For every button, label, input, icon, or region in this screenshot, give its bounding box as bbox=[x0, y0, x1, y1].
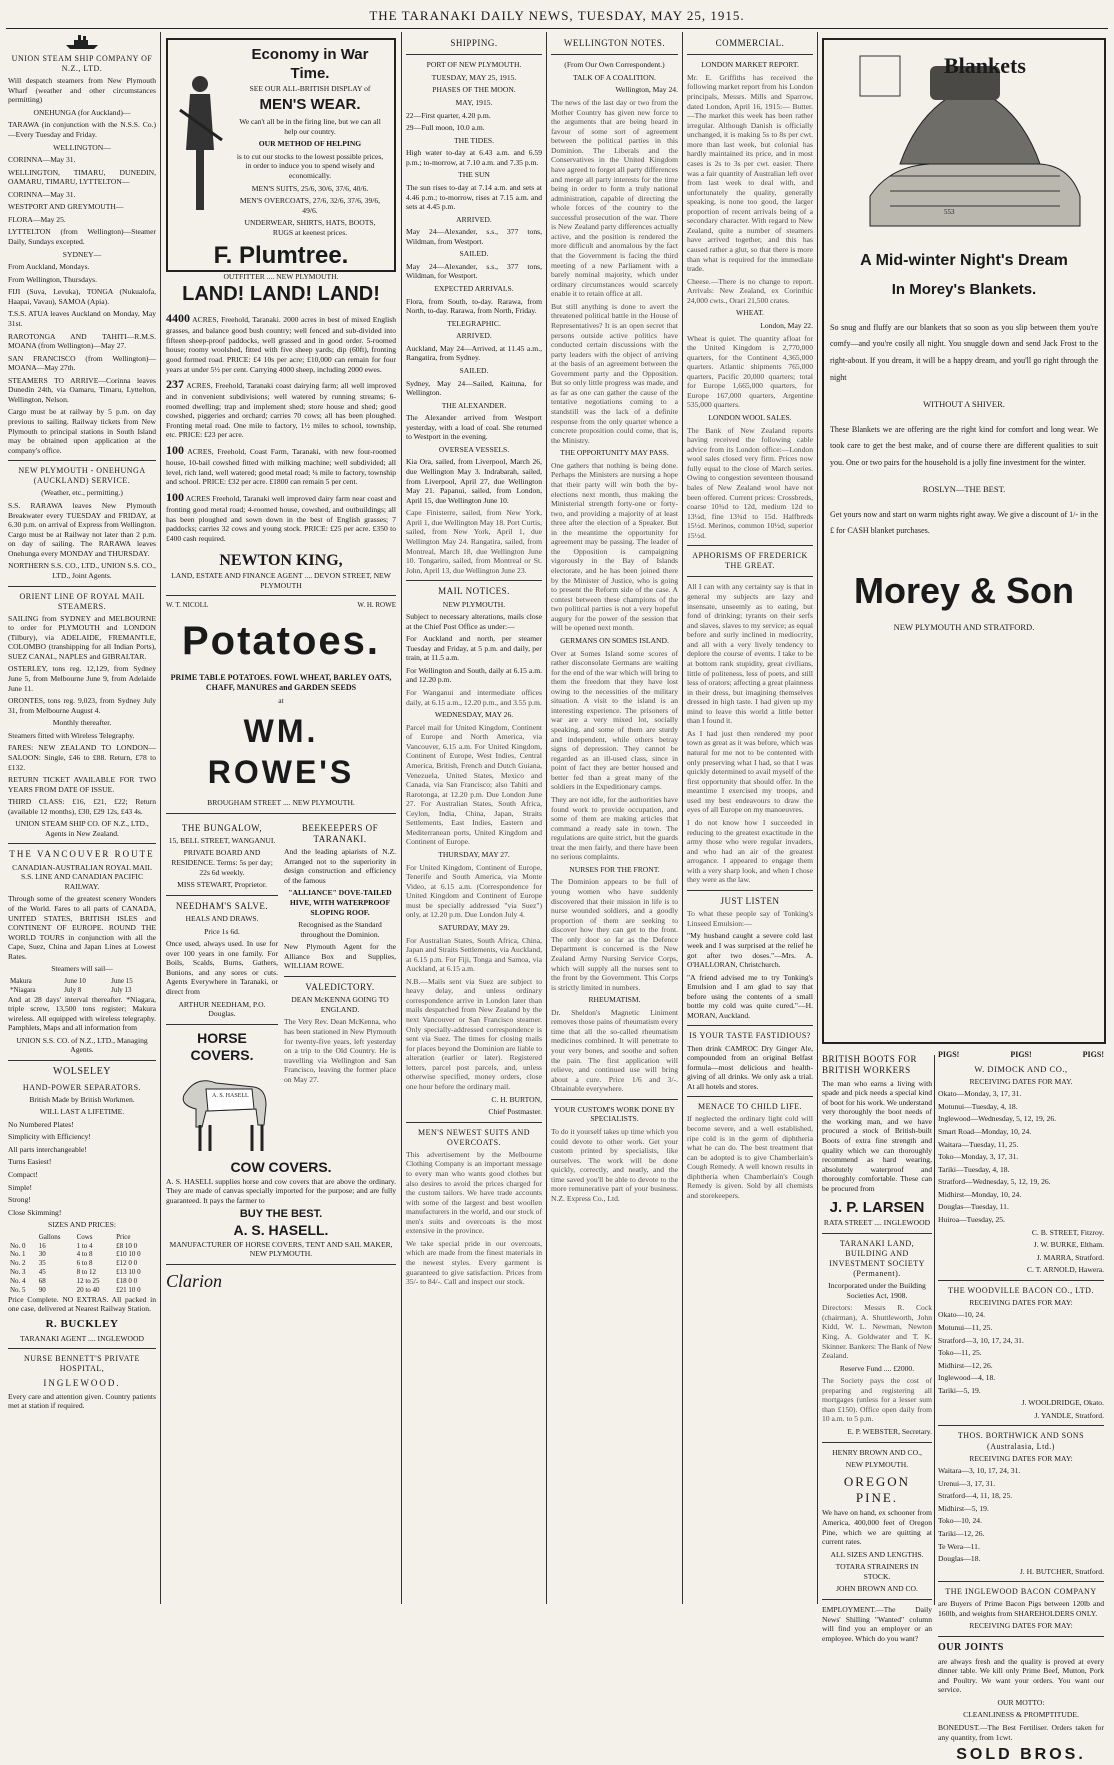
wellington-line: WESTPORT AND GREYMOUTH— bbox=[8, 202, 124, 212]
orient-title: ORIENT LINE OF ROYAL MAIL STEAMERS. bbox=[19, 591, 145, 611]
column-rule bbox=[401, 32, 402, 1604]
orient-line: Steamers fitted with Wireless Telegraphy. bbox=[8, 730, 135, 740]
orient-line: RETURN TICKET AVAILABLE FOR TWO YEARS FROM DATE OF ISSUE. bbox=[8, 775, 156, 794]
woodville-row: Okato—10, 24. bbox=[938, 1310, 986, 1320]
sun-body: The sun rises to-day at 7.14 a.m. and sets at 4.46 p.m.; to-morrow, rises at 7.15 a.m. and sets at 4.45 p.m. bbox=[406, 182, 542, 212]
midwinter-title: A Mid-winter Night's Dream bbox=[860, 251, 1068, 269]
orient-line: FARES: NEW ZEALAND TO LONDON—SALOON: Single, £46 to £88. Return, £78 to £132. bbox=[8, 743, 156, 772]
nurses-heading: NURSES FOR THE FRONT. bbox=[569, 864, 660, 874]
rowe-name: W. H. ROWE bbox=[357, 601, 396, 610]
just-listen-heading: JUST LISTEN bbox=[720, 895, 780, 906]
steamship-icon bbox=[64, 34, 100, 50]
burton-name: C. H. BURTON, bbox=[491, 1094, 542, 1104]
table-header: Gallons Cows Price bbox=[38, 1232, 131, 1241]
bonedust: BONEDUST.—The Best Fertiliser. Orders taken for any quantity, from 1cwt. bbox=[938, 1723, 1104, 1742]
dimock-row: Tariki—Tuesday, 4, 18. bbox=[938, 1164, 1010, 1174]
vancouver-table bbox=[8, 977, 156, 995]
rowes-sub: BROUGHAM STREET .... NEW PLYMOUTH. bbox=[207, 798, 355, 808]
wolseley-made: British Made by British Workmen. bbox=[29, 1094, 135, 1104]
nicoll-name: W. T. NICOLL bbox=[166, 601, 209, 610]
without-shiver: WITHOUT A SHIVER. bbox=[923, 398, 1005, 409]
vancouver-title: THE VANCOUVER ROUTE bbox=[9, 849, 155, 860]
totara: TOTARA STRAINERS IN STOCK. bbox=[835, 1562, 919, 1581]
joints-heading: OUR JOINTS bbox=[938, 1642, 1004, 1654]
woodville-agent: J. WOOLDRIDGE, Okato. bbox=[1021, 1398, 1104, 1408]
bungalow-body: PRIVATE BOARD AND RESIDENCE. Terms: 5s per day; 22s 6d weekly. bbox=[171, 848, 273, 877]
rowes-title: WM. ROWE'S bbox=[207, 713, 355, 790]
masthead-rule bbox=[6, 28, 1108, 29]
orient-line: THIRD CLASS: £16, £21, £22; Return (available 12 months), £30, £29 12s, £43 4s. bbox=[8, 797, 156, 816]
dimock-agent: C. B. STREET, Fitzroy. bbox=[1031, 1227, 1104, 1237]
sydney-line: FIJI (Suva, Levuka), TONGA (Nukualofa, Haapai, Vavau), SAMOA (Apia). bbox=[8, 287, 156, 306]
dimock-row: Toko—Monday, 3, 17, 31. bbox=[938, 1152, 1019, 1162]
tlb-title: TARANAKI LAND, BUILDING AND INVESTMENT SOCIETY (Permanent). bbox=[829, 1238, 925, 1279]
borthwick-row: Midhirst—5, 19. bbox=[938, 1503, 989, 1513]
morey-son-sub: NEW PLYMOUTH AND STRATFORD. bbox=[893, 621, 1035, 632]
mens-wear-title: MEN'S WEAR. bbox=[259, 96, 361, 114]
date-line: TUESDAY, MAY 25, 1915. bbox=[431, 72, 517, 82]
john-brown: JOHN BROWN AND CO. bbox=[836, 1584, 918, 1594]
wellington-heading: WELLINGTON— bbox=[53, 142, 111, 152]
wednesday-heading: WEDNESDAY, MAY 26. bbox=[434, 710, 514, 720]
wolseley-line: WILL LAST A LIFETIME. bbox=[39, 1107, 125, 1117]
borthwick-row: Te Wera—11. bbox=[938, 1541, 980, 1551]
sydney-line: RAROTONGA AND TAHITI—R.M.S. MOANA (from Wellington)—May 27. bbox=[8, 331, 156, 351]
economy-method-body: is to cut our stocks to the lowest possible prices, in order to induce you to spend wisely and economically. bbox=[236, 151, 384, 181]
land-item: 4400 ACRES, Freehold, Taranaki. 2000 acres in best of mixed English grasses, and balance good bush country; well fenced and sub-divided into fifteen sheep-proof paddocks, well grassed and in good order. 5-roomed house; roomy woolshed, fitted with five sheep yards; dip (60ft), fronting good formed road. PRICE: £4 10s per acre; £10,000 can remain for four years at under 5½ per cent. Carrying 4000 sheep, including 2000 ewes. bbox=[166, 311, 397, 374]
soldier-illustration-icon bbox=[174, 70, 226, 220]
woodville-row: Midhirst—12, 26. bbox=[938, 1360, 993, 1370]
inglewood-bacon-title: THE INGLEWOOD BACON COMPANY bbox=[945, 1587, 1097, 1597]
woodville-row: Toko—11, 25. bbox=[938, 1348, 982, 1358]
dimock-agent: J. MARRA, Stratford. bbox=[1036, 1252, 1104, 1262]
brown-sub: NEW PLYMOUTH. bbox=[845, 1460, 909, 1470]
rheumatism-heading: RHEUMATISM. bbox=[588, 995, 641, 1005]
woodville-row: Tariki—5, 19. bbox=[938, 1385, 981, 1395]
borthwick-row: Toko—10, 24. bbox=[938, 1516, 982, 1526]
just-listen-quote: "A friend advised me to try Tonking's Emulsion and I am glad to say that before using the contents of a small bottle my cold was quite cured."—H. MORAN, Auckland. bbox=[687, 972, 813, 1020]
ns-title: NEW PLYMOUTH - ONEHUNGA (AUCKLAND) SERVICE. bbox=[18, 466, 146, 486]
column-1 bbox=[8, 34, 156, 1604]
buy-best: BUY THE BEST. bbox=[239, 1208, 323, 1221]
vancouver-body: Through some of the greatest scenery Wonders of the World. Fares to all parts of CANADA, UNITED STATES, BRITISH ISLES and CONTINENT OF EUROPE. ROUND THE WORLD TOURS in conjunction with all the Cape, Suez, China and Japan Lines at Lowest Rates. bbox=[8, 894, 156, 961]
table-row: No. 1 30 4 to 8 £10 10 0 bbox=[10, 1250, 141, 1259]
dimock-agent: J. W. BURKE, Eltham. bbox=[1033, 1240, 1104, 1250]
wolseley-line: Compact! bbox=[8, 1170, 38, 1180]
motto-label: OUR MOTTO: bbox=[997, 1697, 1045, 1707]
sydney-line: STEAMERS TO ARRIVE—Corinna leaves Dunedin 24th, via Oamaru, Timaru, Lyttelton, Wellington, Nelson. bbox=[8, 375, 156, 404]
phases-line: 22—First quarter, 4.20 p.m. bbox=[406, 110, 491, 120]
wolseley-sub: HAND-POWER SEPARATORS. bbox=[22, 1082, 142, 1092]
plumtree-name: F. Plumtree. bbox=[213, 242, 349, 270]
economy-price: MEN'S OVERCOATS, 27/6, 32/6, 37/6, 39/6, 49/6. bbox=[239, 196, 381, 215]
land-item: 100 ACRES, Freehold, Coast Farm, Taranaki, with new four-roomed house, 10-bail cowshed fitted with milking machine; well subdivided; all level, rich land, well watered; good metal road; ¼ mile to factory, township and school. PRICE: £32 per acre. £1800 can remain 5 per cent. bbox=[166, 443, 396, 487]
wolseley-line: No Numbered Plates! bbox=[8, 1119, 74, 1129]
wolseley-line: All parts interchangeable! bbox=[8, 1144, 87, 1154]
table-row: No. 5 90 20 to 40 £21 10 0 bbox=[10, 1285, 141, 1294]
table-row: No. 0 16 1 to 4 £8 10 0 bbox=[10, 1241, 138, 1250]
mail-heading: MAIL NOTICES. bbox=[438, 586, 510, 597]
arrived-heading: ARRIVED. bbox=[456, 214, 492, 224]
phases-heading: PHASES OF THE MOON. bbox=[432, 85, 516, 95]
sydney-line: SAN FRANCISCO (from Wellington)—MOANA—May 27th. bbox=[8, 353, 156, 373]
column-6: Blankets 553 A Mid-winter Night's Dream In Morey's Blankets. So snug and fluffy are our blankets that so soon as you slip between them you're comfy—and you're cosily all night. You snuggle down and send Jack Frost to the right-about. If you dream, it will be a happy dream, and you'll go right through the night WITHOUT A SHIVER. These Blankets we are offering are the right kind for comfort and long wear. We took care to get the best make, and of course there are different qualities to suit you. One or two pairs for the household is a jolly fine investment for the winter. ROSLYN—THE BEST. Get yours now and start on warm nights right away. We give a discount of 1/- in the £ for CASH blanket purchases. Morey & Son NEW PLYMOUTH AND STRATFORD. BRITISH BOOTS FOR BRITISH WORKERS The man who earns a living with spade and pick needs a special kind of boot for his work. We understand very thoroughly the boot needs of the working man, and we have procured a stock of British-built Boots of extra fine strength and quality which we can thoroughly recommend as hard wearing, absolutely waterproof and thoroughly comfortable. These can be procured from J. P. LARSEN RATA STREET .... INGLEWOOD TARANAKI LAND, BUILDING AND INVESTMENT SOCIETY (Permanent). Incorporated under the Building Societies Act, 1908. Directors: Messrs R. Cock (chairman), A. Shuttleworth, John Kidd, W. L. Newman, Newton King, A. Goldwater and T. K. Skinner. Bankers: The Bank of New Zealand. Reserve Fund .... £2000. The Society pays the cost of preparing and registering all mortgages (unless for a lesser sum than £150). Office open daily from 10 a.m. to 5 p.m. E. P. WEBSTER, Secretary. HENRY BROWN AND CO., NEW PLYMOUTH. OREGON PINE. We have on hand, ex schooner from America, 400,000 feet of Oregon Pine, which we are quitting at current rates. ALL SIZES AND LENGTHS. TOTARA STRAINERS IN STOCK. JOHN BROWN AND CO. EMPLOYMENT.—The Daily News' Shilling "Wanted" column will find you an employer or an employee. Which do you want? PIGS! PIGS! PIGS! W. DIMOCK AND CO., RECEIVING DATES FOR MAY. Okato—Monday, 3, 17, 31. Motunui—Tuesday, 4, 18. Inglewood—Wednesday, 5, 12, 19, 26. Smart Road—Monday, 10, 24. Waitara—Tuesday, 11, 25. Toko—Monday, 3, 17, 31. Tariki—Tuesday, 4, 18. Stratford—Wednesday, 5, 12, 19, 26. Midhirst—Monday, 10, 24. Douglas—Tuesday, 11. Huiroa—Tuesday, 25. C. B. STREET, Fitzroy. J. W. BURKE, Eltham. J. MARRA, Stratford. C. T. ARNOLD, Hawera. THE WOODVILLE BACON CO., LTD. RECEIVING DATES FOR MAY: Okato—10, 24. Motunui—11, 25. Stratford—3, 10, 17, 24, 31. Toko—11, 25. Midhirst—12, 26. Inglewood—4, 18. Tariki—5, 19. J. WOOLDRIDGE, Okato. J. YANDLE, Stratford. THOS. BORTHWICK AND SONS (Australasia, Ltd.) RECEIVING DATES FOR MAY: Waitara—3, 10, 17, 24, 31. Urenui—3, 17, 31. Stratford—4, 11, 18, 25. Midhirst—5, 19. Toko—10, 24. Tariki—12, 26. Te Wera—11. Douglas—18. J. H. BUTCHER, Stratford. THE INGLEWOOD BACON COMPANY are Buyers of Prime Bacon Pigs between 120lb and 160lb, and weights from SHAREHOLDERS ONLY. RECEIVING DATES FOR MAY: OUR JOINTS are always fresh and the quality is proved at every dinner table. We kill only Prime Beef, Mutton, Pork and Poultry. We want your orders. You want our service. OUR MOTTO: CLEANLINESS & PROMPTITUDE. BONEDUST.—The Best Fertiliser. Orders taken for any quantity, from 1cwt. SOLD BROS. bbox=[822, 34, 1106, 1604]
needham-body: Once used, always used. In use for over 100 years in one family. For Boils, Scalds, Burns, Gathers, Bunions, and any sores or cuts. Agents Everywhere in Taranaki, or direct from bbox=[166, 939, 278, 996]
vancouver-heading: Steamers will sail— bbox=[51, 964, 113, 974]
dimock-row: Motunui—Tuesday, 4, 18. bbox=[938, 1101, 1018, 1111]
larsen-name: J. P. LARSEN bbox=[829, 1199, 925, 1217]
sydney-heading: SYDNEY— bbox=[62, 249, 102, 259]
alexander-body: The Alexander arrived from Westport yesterday, with a load of coal. She returned to Westport in the evening. bbox=[406, 413, 542, 442]
bee-body: And the leading apiarists of N.Z. Arranged not to the superiority in design construction and efficiency of the famous bbox=[284, 847, 396, 885]
coalition-heading: TALK OF A COALITION. bbox=[573, 72, 656, 82]
horse-cover-label: A. S. HASELL bbox=[212, 1092, 249, 1099]
tlb-reserve: Reserve Fund .... £2000. bbox=[839, 1363, 915, 1373]
table-row: No. 4 68 12 to 25 £18 0 0 bbox=[10, 1276, 138, 1285]
land-item: 100 ACRES Freehold, Taranaki well improved dairy farm near coast and fronting good metal road; 4-roomed house, cowshed, and outbuildings; all has been ploughed and sown down in the best of English grasses; 7 paddocks; carries 32 cows and young stock. PRICE: £25 per acre. £350 to £400 cash required. bbox=[166, 489, 396, 543]
sailed-heading: SAILED. bbox=[459, 249, 489, 259]
plumtree-sub: OUTFITTER .... NEW PLYMOUTH. bbox=[223, 271, 339, 281]
buckley-name: R. BUCKLEY bbox=[45, 1317, 119, 1330]
table-row: No. 3 45 8 to 12 £13 10 0 bbox=[10, 1268, 141, 1277]
brown-title: HENRY BROWN AND CO., bbox=[832, 1447, 922, 1457]
wellington-line: WELLINGTON, TIMARU, DUNEDIN, OAMARU, TIMARU, LYTTELTON— bbox=[8, 167, 156, 187]
port-line: PORT OF NEW PLYMOUTH. bbox=[426, 60, 522, 70]
dimock-row: Stratford—Wednesday, 5, 12, 19, 26. bbox=[938, 1177, 1051, 1187]
land-title: LAND! LAND! LAND! bbox=[182, 283, 380, 305]
borthwick-row: Tariki—12, 26. bbox=[938, 1529, 985, 1539]
taste-body: Then drink CAMROC Dry Ginger Ale, compounded from an original Belfast formula—most delicious and health-giving of all drinks. We only ask a trial. At all hotels and stores. bbox=[687, 1043, 813, 1091]
wolseley-line: Simplicity with Efficiency! bbox=[8, 1132, 91, 1142]
burton-sub: Chief Postmaster. bbox=[488, 1107, 542, 1117]
shipping-heading: SHIPPING. bbox=[450, 38, 498, 48]
phases-sub: MAY, 1915. bbox=[455, 98, 493, 108]
bungalow-prop: MISS STEWART, Proprietor. bbox=[177, 880, 267, 890]
wellington-line: CORINNA—May 31. bbox=[8, 155, 76, 165]
wolseley-table-heading: SIZES AND PRICES: bbox=[48, 1220, 116, 1230]
phases-line: 29—Full moon, 10.0 a.m. bbox=[406, 123, 485, 133]
sold-bros: SOLD BROS. bbox=[956, 1746, 1086, 1764]
mail-auckland: For Auckland and north, per steamer Tuesday and Friday, at 5 p.m. and daily, per train, at 11.5 a.m. bbox=[406, 634, 542, 663]
borthwick-row: Waitara—3, 10, 17, 24, 31. bbox=[938, 1466, 1021, 1476]
menace-heading: MENACE TO CHILD LIFE. bbox=[698, 1102, 802, 1112]
potatoes-body: PRIME TABLE POTATOES. FOWL WHEAT, BARLEY OATS, CHAFF, MANURES and GARDEN SEEDS bbox=[170, 672, 392, 692]
mail-body: Subject to necessary alterations, mails close at the Chief Post Office as under:— bbox=[406, 612, 542, 631]
alliance: "ALLIANCE" DOVE-TAILED HIVE, WITH WATERPROOF SLOPING ROOF. bbox=[288, 888, 392, 917]
economy-price: MEN'S SUITS, 25/6, 30/6, 37/6, 40/6. bbox=[251, 183, 369, 193]
potatoes-title: Potatoes. bbox=[181, 619, 381, 664]
bee-agent: New Plymouth Agent for the Alliance Box and Supplies, WILLIAM ROWE. bbox=[284, 942, 396, 971]
dimock-row: Inglewood—Wednesday, 5, 12, 19, 26. bbox=[938, 1114, 1057, 1124]
tele-sailed-body: Sydney, May 24—Sailed, Kaituna, for Wellington. bbox=[406, 378, 542, 398]
employment: EMPLOYMENT.—The Daily News' Shilling "Wanted" column will find you an employer or an employee. Which do you want? bbox=[822, 1604, 932, 1643]
mens-suits-heading: MEN'S NEWEST SUITS AND OVERCOATS. bbox=[417, 1127, 531, 1147]
orient-line: OSTERLEY, tons reg. 12,129, from Sydney June 5, from Melbourne June 9, from Adelaide June 11. bbox=[8, 664, 156, 693]
woodville-row: Inglewood—4, 18. bbox=[938, 1373, 996, 1383]
clarion-logo: Clarion bbox=[166, 1270, 223, 1291]
column-rule bbox=[546, 32, 547, 1604]
larsen-sub: RATA STREET .... INGLEWOOD bbox=[823, 1218, 931, 1228]
midwinter-sub: In Morey's Blankets. bbox=[891, 280, 1037, 298]
borthwick-sub: RECEIVING DATES FOR MAY: bbox=[969, 1453, 1073, 1463]
vancouver-sub: CANADIAN-AUSTRALIAN ROYAL MAIL S.S. LINE AND CANADIAN PACIFIC RAILWAY. bbox=[12, 862, 152, 891]
land-item: 237 ACRES, Freehold, Taranaki coast dairying farm; all well improved and in convenient subdivisions; well watered by running streams; 6-roomed dwelling; trap and implement shed; store house and shed; good cowshed, piggeries and orchard; carries 70 cows; all has been ploughed. Fronting metal road. One mile to factory, 1½ miles to school, township, etc. PRICE: £23 per acre. bbox=[166, 377, 396, 440]
borthwick-row: Urenui—3, 17, 31. bbox=[938, 1478, 996, 1488]
aphorisms-heading: APHORISMS OF FREDERICK THE GREAT. bbox=[692, 551, 808, 571]
overseas-body: Kia Ora, sailed, from Liverpool, March 26, due Wellington May 3. Indrabarah, sailed, from Liverpool, April 27, due Wellington May 21. Papanui, sailed, from London, April 15, due Wellington June 10. bbox=[406, 457, 542, 505]
cow-body: A. S. HASELL supplies horse and cow covers that are above the ordinary. They are made of canvas specially imported for the purpose; and are fully guaranteed. It pays the farmer to bbox=[166, 1176, 396, 1205]
pigs-label: PIGS! bbox=[1082, 1050, 1104, 1059]
arrived-body: May 24—Alexander, s.s., 377 tons, Wildman, from Westport. bbox=[406, 227, 542, 246]
orient-body: SAILING from SYDNEY and MELBOURNE to order for PLYMOUTH and LONDON (Tilbury), via ADELAIDE, FREMANTLE, COLOMBO (transhipping for all Indian Ports), SUEZ CANAL, NAPLES and GIBRALTAR. bbox=[8, 613, 156, 661]
needham-sub: HEALS AND DRAWS. bbox=[185, 914, 259, 924]
boots-body: The man who earns a living with spade and pick needs a special kind of boot for his work. We understand very thoroughly the boot needs of the working man, and we have procured a stock of British-built Boots of extra fine strength and quality which we can thoroughly recommend as hard wearing, absolutely waterproof and thoroughly comfortable. These can be procured from bbox=[822, 1078, 932, 1193]
morey-son-title: Morey & Son bbox=[853, 570, 1075, 612]
onehunga: ONEHUNGA (for Auckland)— bbox=[33, 107, 131, 117]
mail-wellington: For Wellington and South, daily at 6.15 a.m. and 12.20 p.m. bbox=[406, 665, 542, 685]
tele-arrived-heading: ARRIVED. bbox=[456, 331, 492, 341]
woodville-agent: J. YANDLE, Stratford. bbox=[1034, 1410, 1104, 1420]
custom-heading: YOUR CUSTOM'S WORK DONE BY SPECIALISTS. bbox=[554, 1104, 675, 1124]
masthead: THE TARANAKI DAILY NEWS, TUESDAY, MAY 25, 1915. bbox=[369, 8, 745, 23]
tele-arrived-body: Auckland, May 24—Arrived, at 11.45 a.m., Rangatira, from Sydney. bbox=[406, 343, 542, 363]
tlb-secretary: E. P. WEBSTER, Secretary. bbox=[847, 1427, 932, 1437]
column-3: SHIPPING. PORT OF NEW PLYMOUTH. TUESDAY, MAY 25, 1915. PHASES OF THE MOON. MAY, 1915. 22—First quarter, 4.20 p.m. 29—Full moon, 10.0 a.m. THE TIDES. High water to-day at 6.43 a.m. and 6.59 p.m.; to-morrow, at 7.10 a.m. and 7.35 p.m. THE SUN The sun rises to-day at 7.14 a.m. and sets at 4.46 p.m.; to-morrow, rises at 7.15 a.m. and sets at 4.45 p.m. ARRIVED. May 24—Alexander, s.s., 377 tons, Wildman, from Westport. SAILED. May 24—Alexander, s.s., 377 tons, Wildman, for Westport. EXPECTED ARRIVALS. Flora, from South, to-day. Rarawa, from North, to-day. Rarawa, from North, Friday. TELEGRAPHIC. ARRIVED. Auckland, May 24—Arrived, at 11.45 a.m., Rangatira, from Sydney. SAILED. Sydney, May 24—Sailed, Kaituna, for Wellington. THE ALEXANDER. The Alexander arrived from Westport yesterday, with a load of coal. She returned to Westport in the evening. OVERSEA VESSELS. Kia Ora, sailed, from Liverpool, March 26, due Wellington May 3. Indrabarah, sailed, from Liverpool, April 27, due Wellington May 21. Papanui, sailed, from London, April 15, due Wellington June 10. Cape Finisterre, sailed, from New York, April 1, due Wellington May 18. Port Curtis, sailed, from New York, April 1, due Wellington May 24. Rangatira, sailed, from Montreal, March 18, due Wellington June 10. Tongariro, sailed, from Montreal or St. John, April 13, due Wellington June 23. MAIL NOTICES. NEW PLYMOUTH. Subject to necessary alterations, mails close at the Chief Post Office as under:— For Auckland and north, per steamer Tuesday and Friday, at 5 p.m. and daily, per train, at 11.5 a.m. For Wellington and South, daily at 6.15 a.m. and 12.20 p.m. For Wanganui and intermediate offices daily, at 6.15 a.m., 12.20 p.m., and 3.55 p.m. WEDNESDAY, MAY 26. Parcel mail for United Kingdom, Continent of Europe and North America, via Vancouver, 6.15 a.m. For United Kingdom, Continent of Europe, West Indies, Central America, British, French and Dutch Guiana, Venezuela, United States, Mexico and Canada, via San Francisco; also Tahiti and Rarotonga, at 12.20 p.m. Due London June 27. For Australian States, South Africa, Ceylon, India, China, Japan, Straits Settlements, East Indies, Eastern and Mediterranean ports, United Kingdom and Continent of Europe. THURSDAY, MAY 27. For United Kingdom, Continent of Europe, Tenerife and South America, via Monte Video, at 6.15 a.m. (Correspondence for United Kingdom and Continent of Europe must be specially addressed "via Suez") only, at 12.20 p.m. Due London July 4. SATURDAY, MAY 29. For Australian States, South Africa, China, Japan and Straits Settlements, via Auckland, at 6.15 p.m. For Fiji, Tonga and Samoa, via Auckland, at 6.15 a.m. N.B.—Mails sent via Suez are subject to heavy delay, and unless ordinary correspondence arrive in London later than mails despatched from New Zealand by the next Vancouver or San Francisco steamer. Only specially-addressed correspondence is sent via Suez. The times for closing mails for places beyond the Dominion are liable to alteration (earlier or later). Registered letters, parcel post parcels, and, unless otherwise specified, money orders, close one hour before the ordinary mail. C. H. BURTON, Chief Postmaster. MEN'S NEWEST SUITS AND OVERCOATS. This advertisement by the Melbourne Clothing Company is an important message to every man who wants good clothes but also desires to avoid the prices charged for the custom tailors. We have trade accounts with some of the largest and best woollen manufacturers in the world, and our stock of men's suits and overcoats is the most extensive in the province. We take special pride in our overcoats, which are made from the finest materials in the newest styles. Every garment is guaranteed to give satisfaction. Prices from 35/- to 84/-. Call and inspect our stock. bbox=[406, 38, 542, 1287]
needham-price: Price 1s 6d. bbox=[204, 926, 240, 936]
wolseley-line: Close Skimming! bbox=[8, 1207, 62, 1217]
woodville-sub: RECEIVING DATES FOR MAY: bbox=[969, 1297, 1073, 1307]
needham-title: NEEDHAM'S SALVE. bbox=[175, 900, 269, 911]
dimock-row: Waitara—Tuesday, 11, 25. bbox=[938, 1139, 1019, 1149]
inglewood-bacon-body: are Buyers of Prime Bacon Pigs between 120lb and 160lb, and weights from SHAREHOLDERS ONLY. bbox=[938, 1599, 1104, 1618]
wellington-line: LYTTELTON (from Wellington)—Steamer Daily, Sundays excepted. bbox=[8, 227, 156, 247]
tides-body: High water to-day at 6.43 a.m. and 6.59 p.m.; to-morrow, at 7.10 a.m. and 7.35 p.m. bbox=[406, 148, 542, 167]
market-heading: LONDON MARKET REPORT. bbox=[701, 60, 799, 70]
hasell-name: A. S. HASELL. bbox=[233, 1222, 329, 1239]
wellington-line: CORINNA—May 31. bbox=[8, 189, 76, 199]
wolseley-note: Price Complete. NO EXTRAS. All packed in one case, delivered at Nearest Railway Station. bbox=[8, 1294, 156, 1314]
economy-body: We can't all be in the firing line, but we can all help our country. bbox=[239, 117, 381, 136]
thursday-heading: THURSDAY, MAY 27. bbox=[438, 850, 510, 860]
expected-heading: EXPECTED ARRIVALS. bbox=[434, 284, 514, 294]
motto-value: CLEANLINESS & PROMPTITUDE. bbox=[963, 1710, 1079, 1720]
newton-sub: LAND, ESTATE AND FINANCE AGENT .... DEVON STREET, NEW PLYMOUTH bbox=[171, 571, 391, 590]
column-5: COMMERCIAL. LONDON MARKET REPORT. Mr. E. Griffiths has received the following market report from his London principals, Messrs. Mills and Sparrow, dated London, April 16, 1915:— Butter.—The market this week has been rather irregular. Although Danish is officially unchanged, it is making 5s to 8s per cwt. more than last week, but colonial has hardly maintained its price, and in most cases is 2s to 3s per cwt. easier. There was a fair quantity of Australian left over from last week to deal with, and unfortunately the quality, generally speaking, is none too good, the larger proportion of recent arrivals being of a secondary character. With regard to New Zealand, quite a number of steamers have arrived together, and this has caused rather a glut, so that there is more than what is required for the immediate trade. Cheese.—There is no change to report. Arrivals: New Zealand, ex Corinthic 24,000 cwts., Orari 21,500 crates. WHEAT. London, May 22. Wheat is quiet. The quantity afloat for the United Kingdom is 2,770,000 quarters, for the Continent 4,365,000 quarters. Atlantic shipments 765,000 quarters, Pacific 20,000 quarters; total for Europe 1,665,000 quarters, for Europe 167,000 quarters, Argentine 535,000 quarters. LONDON WOOL SALES. The Bank of New Zealand reports having received the following cable advice from its London office:—London wool sales closed very firm. Prices now fully equal to the close of March series. Owing to congestion seventeen thousand bales of New Zealand wool have not been offered. Current prices: Crossbreds, coarse 10¾d to 12d, medium 12d to 13¼d, fine 13¾d to 15d. Halfbreds 15½d. Merinos, common 10½d, superior 15½d. APHORISMS OF FREDERICK THE GREAT. All I can with any certainty say is that in general my subjects are lazy and insensate, unseemly as to eating, but fond of drinking; tyrants on their serfs and slaves, slaves to my service; as equal before and surly inclined in mediocrity, and all with a very lively tendency to deplore the course of events. I take to be at bottom rank stupidity, great civilians, little of politeness, less of poets, and still less of orators; affecting a great plainness in their dress, but imagining themselves dressed in high taste. I had given up my mind to leave this world a little better than I found it. As I had just then rendered my poor town as great as it was before, which was natural for me not to be contented with only preserving what I had, so that I was quickly determined to avail myself of the first opportunity that should offer. In the meantime I exercised my troops, and used my best endeavours to draw the eyes of all Europe on my manoeuvres. I do not know how I succeeded in reducing to the greatest exactitude in the army those who were regular invaders, and who had an air of the greatest arrogance. I appeared to engage them with a very sharp look, and when I chose they were as the law. JUST LISTEN To what these people say of Tonking's Linseed Emulsion:— "My husband caught a severe cold last week and I was surprised at the relief he got after two doses."—Mrs. A. O'HALLORAN, Christchurch. "A friend advised me to try Tonking's Emulsion and I am glad to say that before using the contents of a small bottle my cold was quite cured."—H. MORAN, Auckland. IS YOUR TASTE FASTIDIOUS? Then drink CAMROC Dry Ginger Ale, compounded from an original Belfast formula—most delicious and health-giving of all drinks. We only ask a trial. At all hotels and stores. MENACE TO CHILD LIFE. If neglected the ordinary light cold will become severe, and a well established, ripe cold is in the germ of diphtheria what he can do. The best treatment that can be adopted is to give Chamberlain's Cough Remedy. A well known results in diphtheria when Chamberlain's Cough Remedy is given. Sold by all chemists and storekeepers. bbox=[687, 38, 813, 1200]
blankets-label: Blankets bbox=[944, 53, 1026, 78]
union-intro: Will despatch steamers from New Plymouth Wharf (weather and other circumstances permitting) bbox=[8, 76, 156, 105]
dimock-row: Huiroa—Tuesday, 25. bbox=[938, 1214, 1005, 1224]
hasell-sub: MANUFACTURER OF HORSE COVERS, TENT AND SAIL MAKER, NEW PLYMOUTH. bbox=[169, 1239, 393, 1259]
sydney-line: T.S.S. ATUA leaves Auckland on Monday, May 31st. bbox=[8, 309, 156, 328]
wolseley-line: Strong! bbox=[8, 1195, 31, 1205]
sizes-lengths: ALL SIZES AND LENGTHS. bbox=[830, 1549, 924, 1559]
overseas-heading: OVERSEA VESSELS. bbox=[438, 444, 510, 454]
plumtree-ad bbox=[166, 38, 396, 281]
column-2: Economy in War Time. SEE OUR ALL-BRITISH DISPLAY of MEN'S WEAR. We can't all be in the firing line, but we can all help our country. OUR METHOD OF HELPING is to cut our stocks to the lowest possible prices, in order to induce you to spend wisely and economically. MEN'S SUITS, 25/6, 30/6, 37/6, 40/6. MEN'S OVERCOATS, 27/6, 32/6, 37/6, 39/6, 49/6. UNDERWEAR, SHIRTS, HATS, BOOTS, RUGS at keenest prices. F. Plumtree. OUTFITTER .... NEW PLYMOUTH. LAND! LAND! LAND! 4400 ACRES, Freehold, Taranaki. 2000 acres in best of mixed English grasses, and balance good bush country; well fenced and sub-divided into fifteen sheep-proof paddocks, well grassed and in good order. 5-roomed house; roomy woolshed, fitted with five sheep yards; dip (60ft), fronting good formed road. PRICE: £4 10s per acre; £10,000 can remain for four years at under 5½ per cent. Carrying 4000 sheep, including 2000 ewes. 237 ACRES, Freehold, Taranaki coast dairying farm; all well improved and in convenient subdivisions; well watered by running streams; 6-roomed dwelling; trap and implement shed; store house and shed; good cowshed, piggeries and orchard; carries 70 cows; all has been ploughed. Fronting metal road. One mile to factory, 1½ miles to school, township, etc. PRICE: £23 per acre. 100 ACRES, Freehold, Coast Farm, Taranaki, with new four-roomed house, 10-bail cowshed fitted with milking machine; well subdivided; all level, rich land, well watered; good metal road; ¼ mile to factory, township and school. PRICE: £32 per acre. £1800 can remain 5 per cent. 100 ACRES Freehold, Taranaki well improved dairy farm near coast and fronting good metal road; 4-roomed house, cowshed, and outbuildings; all has been ploughed and sown down in the best of English grasses; 7 paddocks; carries 32 cows and young stock. PRICE: £25 per acre. £350 to £400 cash required. NEWTON KING, LAND, ESTATE AND FINANCE AGENT .... DEVON STREET, NEW PLYMOUTH W. T. NICOLL W. H. ROWE Potatoes. PRIME TABLE POTATOES. FOWL WHEAT, BARLEY OATS, CHAFF, MANURES and GARDEN SEEDS at WM. ROWE'S BROUGHAM STREET .... NEW PLYMOUTH. THE BUNGALOW, 15, BELL STREET, WANGANUI. PRIVATE BOARD AND RESIDENCE. Terms: 5s per day; 22s 6d weekly. MISS STEWART, Proprietor. NEEDHAM'S SALVE. HEALS AND DRAWS. Price 1s 6d. Once used, always used. In use for over 100 years in one family. For Boils, Scalds, Burns, Gathers, Bunions, and any sores or cuts. Agents Everywhere in Taranaki, or direct from ARTHUR NEEDHAM, P.O. Douglas. HORSE COVERS. A. S. HASELL BEEKEEPERS OF TARANAKI. And the leading apiarists of N.Z. Arranged not to the superiority in design construction and efficiency of the famous "ALLIANCE" DOVE-TAILED HIVE, WITH WATERPROOF SLOPING ROOF. Recognised as the Standard throughout the Dominion. New Plymouth Agent for the Alliance Box and Supplies, WILLIAM ROWE. VALEDICTORY. DEAN McKENNA GOING TO ENGLAND. The Very Rev. Dean McKenna, who has been stationed in New Plymouth for twenty-five years, left yesterday on a trip to the Old Country. He is travelling via Wellington and San Francisco, leaving the former place on May 27. COW COVERS. A. S. HASELL supplies horse and cow covers that are above the ordinary. They are made of canvas specially imported for the purpose; and are fully guaranteed. It pays the farmer to BUY THE BEST. A. S. HASELL. MANUFACTURER OF HORSE COVERS, TENT AND SAIL MAKER, NEW PLYMOUTH. Clarion bbox=[166, 34, 396, 1604]
wool-heading: LONDON WOOL SALES. bbox=[708, 413, 792, 423]
orient-line: ORONTES, tons reg. 9,023, from Sydney July 31, from Melbourne August 4. bbox=[8, 696, 156, 715]
needham-addr: ARTHUR NEEDHAM, P.O. Douglas. bbox=[178, 999, 266, 1019]
nurse-town: INGLEWOOD. bbox=[43, 1378, 121, 1389]
sydney-line: From Auckland, Mondays. bbox=[8, 262, 90, 272]
valedictory-heading: VALEDICTORY. bbox=[305, 981, 375, 992]
mail-sub: NEW PLYMOUTH. bbox=[442, 599, 506, 609]
alexander-heading: THE ALEXANDER. bbox=[441, 400, 507, 410]
wellington-dateline: Wellington, May 24. bbox=[615, 85, 678, 95]
wolseley-title: WOLSELEY bbox=[53, 1065, 111, 1077]
tides-heading: THE TIDES. bbox=[454, 135, 494, 145]
vancouver-agents: UNION S.S. CO. of N.Z., LTD., Managing Agents. bbox=[16, 1035, 148, 1055]
potatoes-at: at bbox=[278, 695, 284, 705]
bee-heading: BEEKEEPERS OF TARANAKI. bbox=[301, 822, 379, 844]
just-listen-quote: "My husband caught a severe cold last week and I was surprised at the relief he got after two doses."—Mrs. A. O'HALLORAN, Christchurch. bbox=[687, 931, 813, 970]
cow-covers-title: COW COVERS. bbox=[230, 1158, 332, 1175]
dimock-title: W. DIMOCK AND CO., bbox=[974, 1064, 1068, 1075]
dimock-row: Midhirst—Monday, 10, 24. bbox=[938, 1189, 1022, 1199]
blankets-tag: 553 bbox=[944, 208, 955, 216]
economy-method: OUR METHOD OF HELPING bbox=[258, 139, 362, 149]
oregon-body: We have on hand, ex schooner from America, 400,000 feet of Oregon Pine, which we are quitting at current rates. bbox=[822, 1508, 932, 1547]
newton-king: NEWTON KING, bbox=[219, 552, 343, 570]
nurse-title: NURSE BENNETT'S PRIVATE HOSPITAL, bbox=[24, 1354, 140, 1374]
woodville-row: Stratford—3, 10, 17, 24, 31. bbox=[938, 1335, 1024, 1345]
midwinter-body: So snug and fluffy are our blankets that so soon as you slip between them you're comfy—and you're cosily all night. You snuggle down and send Jack Frost to the right-about. If you dream, it will be a happy dream, and you'll go right through the night bbox=[830, 322, 1098, 382]
morey-ad bbox=[822, 38, 1106, 1044]
sydney-line: From Wellington, Thursdays. bbox=[8, 274, 97, 284]
column-rule bbox=[817, 32, 818, 1604]
union-title: UNION STEAM SHIP COMPANY OF N.Z., LTD. bbox=[11, 54, 153, 74]
dimock-row: Smart Road—Monday, 10, 24. bbox=[938, 1127, 1032, 1137]
wolseley-table bbox=[8, 1233, 156, 1295]
union-notes: Cargo must be at railway by 5 p.m. on day previous to sailing. Railway tickets from New Plymouth to principal stations in South Island may be obtained upon application at the company's office. bbox=[8, 407, 156, 455]
borthwick-title: THOS. BORTHWICK AND SONS (Australasia, Ltd.) bbox=[957, 1431, 1085, 1451]
dimock-sub: RECEIVING DATES FOR MAY. bbox=[969, 1076, 1073, 1086]
column-rule bbox=[682, 32, 683, 1604]
wheat-date: London, May 22. bbox=[760, 320, 813, 330]
ns-sub: (Weather, etc., permitting.) bbox=[41, 488, 123, 498]
expected-body: Flora, from South, to-day. Rarawa, from North, to-day. Rarawa, from North, Friday. bbox=[406, 296, 542, 316]
horse-illustration-icon bbox=[166, 1065, 276, 1155]
bungalow-title: THE BUNGALOW, bbox=[181, 822, 263, 833]
dimock-row: Douglas—Tuesday, 11. bbox=[938, 1202, 1009, 1212]
borthwick-row: Douglas—18. bbox=[938, 1554, 981, 1564]
joints-body: are always fresh and the quality is proved at every dinner table. We kill only Prime Beef, Mutton, Pork and Poultry. We want your orders. You want our service. bbox=[938, 1656, 1104, 1695]
economy-see: SEE OUR ALL-BRITISH DISPLAY of bbox=[249, 83, 371, 93]
column-rule bbox=[160, 32, 161, 1604]
woodville-row: Motunui—11, 25. bbox=[938, 1322, 993, 1332]
valedictory-sub: DEAN McKENNA GOING TO ENGLAND. bbox=[291, 995, 389, 1014]
midwinter-body-2: These Blankets we are offering are the right kind for comfort and long wear. We took care to get the best make, and of course there are different qualities to suit you. One or two pairs for the household is a jolly fine investment for the winter. bbox=[830, 424, 1098, 468]
column-4: WELLINGTON NOTES. (From Our Own Correspondent.) TALK OF A COALITION. Wellington, May 24. The news of the last day or two from the Mother Country has given new force to the arguments that are being heard in favour of some sort of agreement between the political parties in this Dominion. The Liberals and the Conservatives in the United Kingdom have agreed to forget all party differences and merge all party interests for the time being in order to form a truly national administration, capable of directing the whole forces of the country to the successful prosecution of the war. There is New Zealand party differences actually active, and the position is rendered the more difficult and anomalous by the fact that the Government is facing the third meeting of a new Parliament with a barely nominal majority, which under ordinary circumstances would scarcely enable it to retain office at all. But still anything is done to avert the threatened political battle in the House of Representatives? It is an open secret that persons outside active politics have conducted certain discussions with the party leaders with the object of arriving at the basis of an agreement between the Government party and the Opposition. But so only little progress was made, and as far as one can gather the cause of the tentative negotiations coming to a standstill was the lack of a definite response from the only quarter whence a concrete proposition could come, that is, the Ministry. THE OPPORTUNITY MAY PASS. One gathers that nothing is being done. Perhaps the Ministers are nursing a hope that their party will win both the by-elections next month, thus making the Ministerial strength forty-one or forty-two, and providing a majority of at least three after the election of a Speaker. But in the meantime the opportunity for agreement may be passing. The leader of the Opposition is campaigning vigorously in the Bay of Islands electorate, and he has been joined there by the Minister of Justice, who is going to present the Reform side of the case. A contest between these champions of the two political parties is not a very hopeful augury for the power of the session that will be opened next month. GERMANS ON SOMES ISLAND. Over at Somes Island some scores of rather disconsolate Germans are waiting for the end of the war which will bring to them the freedom that they have lost owing to the necessities of the military situation. A visit to the island is an interesting experience. The prisoners of war are a very mixed lot, socially speaking, and some of them are sturdy and independent, while others betray signs of depression. They cannot be regarded as an ill-used class, since in point of fact they are better housed and better fed than a great many of the soldiers in the Expeditionary camps. They are not idle, for the authorities have found work to provide occupation, and some of them are making articles that command a ready sale in town. The regulations are quite strict, but the guards treat the men fairly, and there have been no serious complaints. NURSES FOR THE FRONT. The Dominion appears to be full of young women who have suddenly discovered that their mission in life is to nurse wounded soldiers, and a goodly proportion of them are seeking to discover how they can get to the front. The only door so far as the Defence Department is concerned is the New Zealand Army Nursing Service Corps, which will supply all the nurses sent to the front by the Government. This Corps is strictly limited in numbers. RHEUMATISM. Dr. Sheldon's Magnetic Liniment removes those pains of rheumatism every time that all the so-called rheumatism medicines combined. It will penetrate to your very bones, and soothe and soften the pain. The first application will relieve, and continued use will bring about a cure. Price 1/6 and 3/-. Obtainable everywhere. YOUR CUSTOM'S WORK DONE BY SPECIALISTS. To do it yourself takes up time which you could devote to other work. Get your custom printed by specialists, like ourselves. The work will be done quickly, correctly, and neatly, and the time saved you'll be able to devote to the more remunerative part of your business. N.Z. Express Co., Ltd. bbox=[551, 38, 678, 1203]
opportunity-heading: THE OPPORTUNITY MAY PASS. bbox=[560, 448, 669, 458]
borthwick-row: Stratford—4, 11, 18, 25. bbox=[938, 1491, 1013, 1501]
wolseley-line: Turns Easiest! bbox=[8, 1157, 52, 1167]
tarawa: TARAWA (in conjunction with the N.S.S. Co.)—Every Tuesday and Friday. bbox=[8, 120, 156, 139]
nurse-body: Every care and attention given. Country patients met at station if required. bbox=[8, 1391, 156, 1411]
wellington-line: FLORA—May 25. bbox=[8, 214, 66, 224]
pigs-label: PIGS! bbox=[938, 1050, 960, 1059]
commercial-heading: COMMERCIAL. bbox=[715, 38, 785, 48]
ns-body: S.S. RARAWA leaves New Plymouth Breakwater every TUESDAY and FRIDAY, at 6.30 p.m. on arrival of Express from Wellington. Cargo must be at Railway not later than 2 p.m. on day of sailing. The RARAWA leaves Onehunga every MONDAY and THURSDAY. bbox=[8, 501, 156, 558]
economy-price: UNDERWEAR, SHIRTS, HATS, BOOTS, RUGS at keenest prices. bbox=[244, 218, 376, 237]
telegraphic-heading: TELEGRAPHIC. bbox=[447, 318, 501, 328]
ns-agents: NORTHERN S.S. CO., LTD., UNION S.S. CO., LTD., Joint Agents. bbox=[8, 561, 156, 580]
dimock-row: Okato—Monday, 3, 17, 31. bbox=[938, 1089, 1022, 1099]
table-row: *Niagara July 8 July 13 bbox=[10, 985, 132, 994]
wellington-notes-sub: (From Our Own Correspondent.) bbox=[564, 60, 665, 70]
taste-heading: IS YOUR TASTE FASTIDIOUS? bbox=[689, 1031, 811, 1041]
midwinter-body-3: Get yours now and start on warm nights right away. We give a discount of 1/- in the £ for CASH blanket purchases. bbox=[830, 509, 1098, 536]
economy-title: Economy in War Time. bbox=[251, 46, 369, 82]
wheat-heading: WHEAT. bbox=[736, 308, 764, 318]
dimock-agent: C. T. ARNOLD, Hawera. bbox=[1026, 1265, 1104, 1275]
vancouver-notes: And at 28 days' interval thereafter. *Niagara, triple screw, 13,500 tons register; Makura wireless. All equipped with wireless telegraphy. Pamphlets, Maps and all information from bbox=[8, 994, 156, 1033]
table-row: Makura June 10 June 15 bbox=[10, 976, 133, 985]
wolseley-line: Simple! bbox=[8, 1182, 33, 1192]
saturday-heading: SATURDAY, MAY 29. bbox=[438, 922, 510, 932]
table-row: No. 2 35 6 to 8 £12 0 0 bbox=[10, 1259, 138, 1268]
sailed-body: May 24—Alexander, s.s., 377 tons, Wildman, for Westport. bbox=[406, 261, 542, 281]
horse-covers-title: HORSE COVERS. bbox=[190, 1029, 254, 1064]
alliance-rec: Recognised as the Standard throughout the Dominion. bbox=[298, 920, 382, 939]
inglewood-bacon-sub: RECEIVING DATES FOR MAY: bbox=[969, 1621, 1073, 1631]
buckley-addr: TARANAKI AGENT .... INGLEWOOD bbox=[20, 1333, 144, 1343]
bungalow-addr: 15, BELL STREET, WANGANUI. bbox=[168, 835, 276, 845]
wellington-notes-heading: WELLINGTON NOTES. bbox=[563, 38, 666, 48]
borthwick-agent: J. H. BUTCHER, Stratford. bbox=[1019, 1566, 1104, 1576]
woodville-title: THE WOODVILLE BACON CO., LTD. bbox=[948, 1285, 1094, 1295]
sun-heading: THE SUN bbox=[458, 170, 490, 180]
orient-agents: UNION STEAM SHIP CO. OF N.Z., LTD., Agents in New Zealand. bbox=[15, 819, 149, 838]
orient-line: Monthly thereafter. bbox=[52, 718, 112, 728]
roslyn: ROSLYN—THE BEST. bbox=[922, 483, 1006, 494]
tele-sailed-heading: SAILED. bbox=[459, 365, 489, 375]
boots-heading: BRITISH BOOTS FOR BRITISH WORKERS bbox=[822, 1054, 918, 1076]
tlb-body: Incorporated under the Building Societies Act, 1908. bbox=[828, 1281, 926, 1300]
oregon-title: OREGON PINE. bbox=[843, 1473, 911, 1506]
pigs-label: PIGS! bbox=[1010, 1050, 1032, 1059]
germans-heading: GERMANS ON SOMES ISLAND. bbox=[560, 635, 669, 645]
